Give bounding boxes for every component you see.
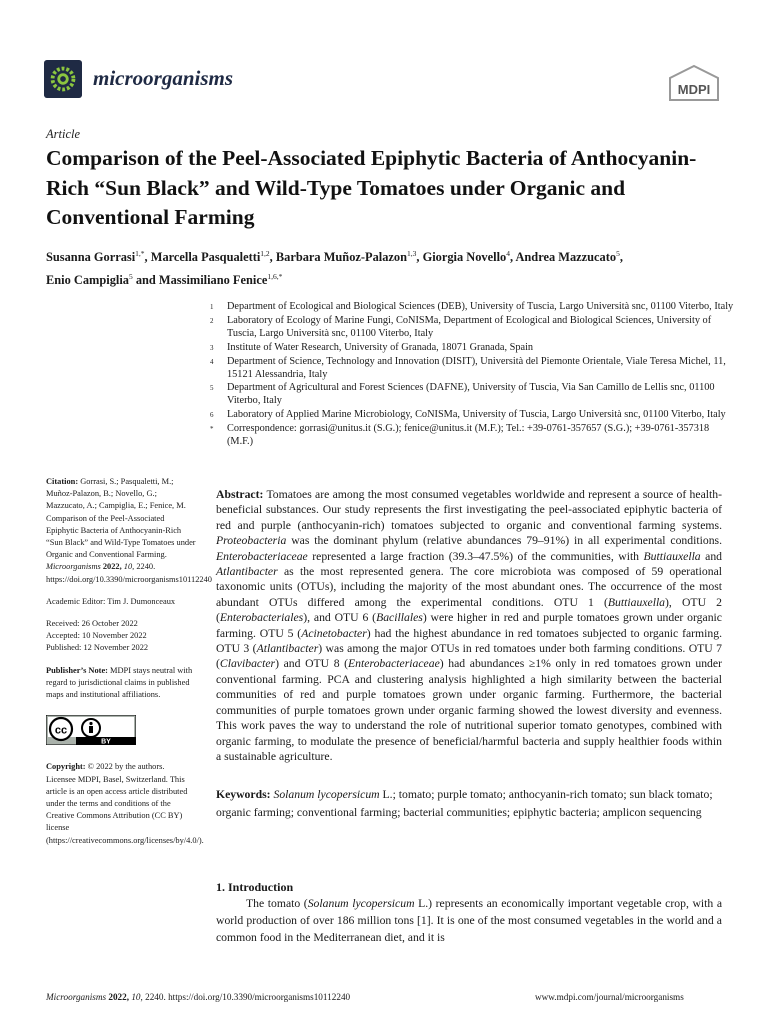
author: Massimiliano Fenice [158,273,268,288]
taxon-name: Atlantibacter [216,565,278,579]
abstract-text: ) were higher in red and purple tomatoes grown under organic farming. OTU 5 ( [216,611,722,640]
author-affil: 1,3 [407,249,417,258]
introduction-text [216,895,722,946]
publishers-note [46,665,196,702]
citation [46,476,212,586]
citation-text: Gorrasi, S.; Pasqualetti, M.; Muñoz-Palazon, B.; Novello, G.; Mazzucato, A.; Campiglia, E.; Fenice, M. Comparison of the Peel-Associated Epiphytic Bacteria of Anthocyanin-Rich “Sun Black” and Wild-Type Tomatoes under Organic and Conventional Farming. [46,477,196,560]
abstract-text: represented a large fraction (39.3–47.5%) of the communities, with [312,549,640,563]
footer-volume: 10, [131,992,143,1002]
citation-year: 2022, [102,562,122,572]
keyword-species: Solanum lycopersicum [273,788,380,801]
cc-label: BY [101,738,111,746]
author: Susanna Gorrasi [46,250,136,265]
taxon-name: Bacillales [376,611,423,625]
abstract-text: and [705,549,723,563]
abstract-text: ), and OTU 6 ( [303,611,377,625]
abstract-text: ) was among the major OTUs in red tomatoes under both farming conditions. OTU 7 ( [216,642,722,671]
abstract-text: ) had the highest abundance in red tomatoes subjected to organic farming. OTU 3 ( [216,626,722,656]
affiliation-text: Laboratory of Ecology of Marine Fungi, CoNISMa, Department of Ecological and Biological Sciences, University of Tuscia, Largo Università snc, 01100 Viterbo, Italy [227,315,712,340]
editor-name: Tim J. Dumonceaux [107,596,176,606]
abstract [216,487,722,764]
affiliation-number: 1 [210,303,214,311]
author-affil: 1,* [135,249,145,258]
abstract-text: ), OTU 2 ( [216,595,722,625]
section-heading: 1. Introduction [216,880,294,894]
mdpi-logo-icon [666,64,722,104]
abstract-text: Tomatoes are among the most consumed vegetables worldwide and represent a source of health-beneficial substances. Our study represents the first investigating the peel-associated epiphytic bacteria of red and purple (anthocyanin-rich) tomatoes subjected to organic and conventional farming systems. [216,488,722,532]
author: Enio Campiglia [46,273,129,288]
affiliation-number: * [210,424,214,433]
taxon-name: Enterobacteriaceae [216,549,308,563]
keywords [216,786,722,821]
footer-journal-url[interactable]: www.mdpi.com/journal/microorganisms [535,992,684,1002]
svg-text:cc: cc [54,724,68,737]
author-affil: 5 [128,272,133,282]
taxon-name: Solanum lycopersicum [307,897,415,910]
abstract-text: as the most represented genera. The core microbiota was composed of 59 operational taxonomic units (OTUs), including the majority of the most abundant ones. The occurrence of the most abundant OTUs differed among the experimental conditions. OTU 1 ( [216,565,722,609]
affiliation-text: Department of Ecological and Biological Sciences (DEB), University of Tuscia, Largo Università snc, 01100 Viterbo, Italy [227,301,734,312]
note-text: MDPI stays neutral with regard to jurisdictional claims in published maps and institutional affiliations. [46,665,193,700]
taxon-name: Atlantibacter [256,642,319,656]
abstract-text: was the dominant phylum (relative abundances 79–91%) in all experimental conditions. [291,534,723,548]
copyright [46,761,204,846]
published-date: Published: 12 November 2022 [46,643,149,653]
intro-text: L.) represents an economically important vegetable crop, with a world production of over 186 million tons [1]. It is one of the most consumed vegetables in the world and a common food in the Mediterranean diet, and it is [216,897,722,944]
author-affil: 1,6,* [267,272,283,282]
intro-text: The tomato ( [246,897,308,910]
affiliations [210,300,735,448]
accepted-date: Accepted: 10 November 2022 [46,631,147,641]
taxon-name: Buttiauxella [607,595,666,609]
footer-doi[interactable]: 2240. https://doi.org/10.3390/microorganisms10112240 [145,992,351,1002]
received-date: Received: 26 October 2022 [46,619,138,629]
footer-journal: Microorganisms [46,992,107,1002]
affiliation-item [210,381,735,407]
journal-name: microorganisms [93,66,234,90]
affiliation-number: 5 [210,384,214,393]
keywords-label: Keywords: [216,788,271,801]
affiliation-number: 6 [210,410,214,419]
keywords-list: L.; tomato; purple tomato; anthocyanin-rich tomato; sun black tomato; organic farming; conventional farming; bacterial communities; epiphytic bacteria; amplicon sequencing [216,788,713,819]
copyright-label: Copyright: [46,762,86,772]
copyright-text: © 2022 by the authors. Licensee MDPI, Basel, Switzerland. This article is an open access article distributed under the terms and conditions of the Creative Commons Attribution (CC BY) license (https://creativecommons.org/licenses/by/4.0/). [46,762,204,845]
affiliation-item [210,341,735,355]
taxon-name: Buttiauxella [643,549,701,563]
publisher-name: MDPI [677,82,711,97]
author: Giorgia Novello [422,250,507,265]
affiliation-text: Department of Science, Technology and Innovation (DISIT), Università del Piemonte Orientale, Viale Teresa Michel, 11, 15121 Alessandria, Italy [227,355,726,381]
affiliation-text: Institute of Water Research, University of Granada, 18071 Granada, Spain [227,341,534,353]
author-affil: 5 [616,249,620,258]
abstract-text: ) had abundances ≥1% only in red tomatoes grown under conventional farming. PCA and clustering analysis highlighted a high similarity between the bacterial communities of red and purple tomatoes grown under organic farming. Furthermore, the bacterial communities of purple tomatoes grown under organic farming showed the lowest diversity and evenness. This work paves the way to understand the role of nutritional superior tomato genotypes, combined with organic farming, to modulate the presence of beneficial/harmful bacteria and supply healthier foods within a sustainable agriculture. [216,657,722,763]
citation-volume: 10, [123,562,135,572]
author-affil: 1,2 [260,249,270,258]
affiliation-number: 4 [210,357,214,366]
dates [46,618,196,655]
taxon-name: Acinetobacter [301,626,367,640]
taxon-name: Clavibacter [219,657,276,671]
taxon-name: Proteobacteria [216,534,287,548]
affiliation-item [210,314,735,340]
abstract-label: Abstract: [216,488,264,501]
paper-title: Comparison of the Peel-Associated Epiphytic Bacteria of Anthocyanin-Rich “Sun Black” and Wild-Type Tomatoes under Organic and Conventional Farming [46,146,697,229]
citation-journal: Microorganisms [46,562,101,572]
author: Andrea Mazzucato [515,250,617,265]
affiliation-item [210,355,735,381]
footer-year: 2022, [108,992,130,1002]
citation-label: Citation: [46,477,79,486]
affiliation-item [210,300,735,314]
author: Marcella Pasqualetti [150,250,261,265]
academic-editor [46,596,196,608]
note-label: Publisher’s Note: [46,665,108,675]
footer-citation [46,992,350,1002]
article-type: Article [46,127,81,141]
author-list: Susanna Gorrasi$^{1,*}$, Marcella Pasqualetti$^{1,2}$, Barbara Muñoz-Palazon$^{1,3}$, Giorgia Novello$^4$, Andrea Mazzucato$^5$, Enio Campiglia$^5$ and Massimiliano Fenice$^{1,6,*}$ [46,249,623,288]
affiliation-text: Laboratory of Applied Marine Microbiology, CoNISMa, University of Tuscia, Largo Università snc, 01100 Viterbo, Italy [227,408,726,420]
affiliation-item [210,408,735,422]
author: Barbara Muñoz-Palazon [275,250,407,265]
taxon-name: Enterobacteriaceae [348,657,440,671]
journal-logo-icon [44,60,82,98]
cc-by-license-icon[interactable] [46,715,136,745]
editor-label: Academic Editor: [46,596,106,606]
taxon-name: Enterobacteriales [219,611,304,625]
affiliation-number: 3 [210,343,214,352]
correspondence-text: Correspondence: gorrasi@unitus.it (S.G.); fenice@unitus.it (M.F.); Tel.: +39-0761-357657 (S.G.); +39-0761-357318 (M.F.) [227,422,710,448]
correspondence [210,422,735,448]
abstract-text: ) and OTU 8 ( [275,657,349,671]
author-affil: 4 [506,249,510,258]
side-column [46,476,212,857]
affiliation-number: 2 [210,317,214,326]
affiliation-text: Department of Agricultural and Forest Sciences (DAFNE), University of Tuscia, Via San Camillo de Lellis snc, 01100 Viterbo, Italy [227,382,715,407]
citation-doi[interactable]: 2240. https://doi.org/10.3390/microorganisms10112240 [46,562,212,584]
